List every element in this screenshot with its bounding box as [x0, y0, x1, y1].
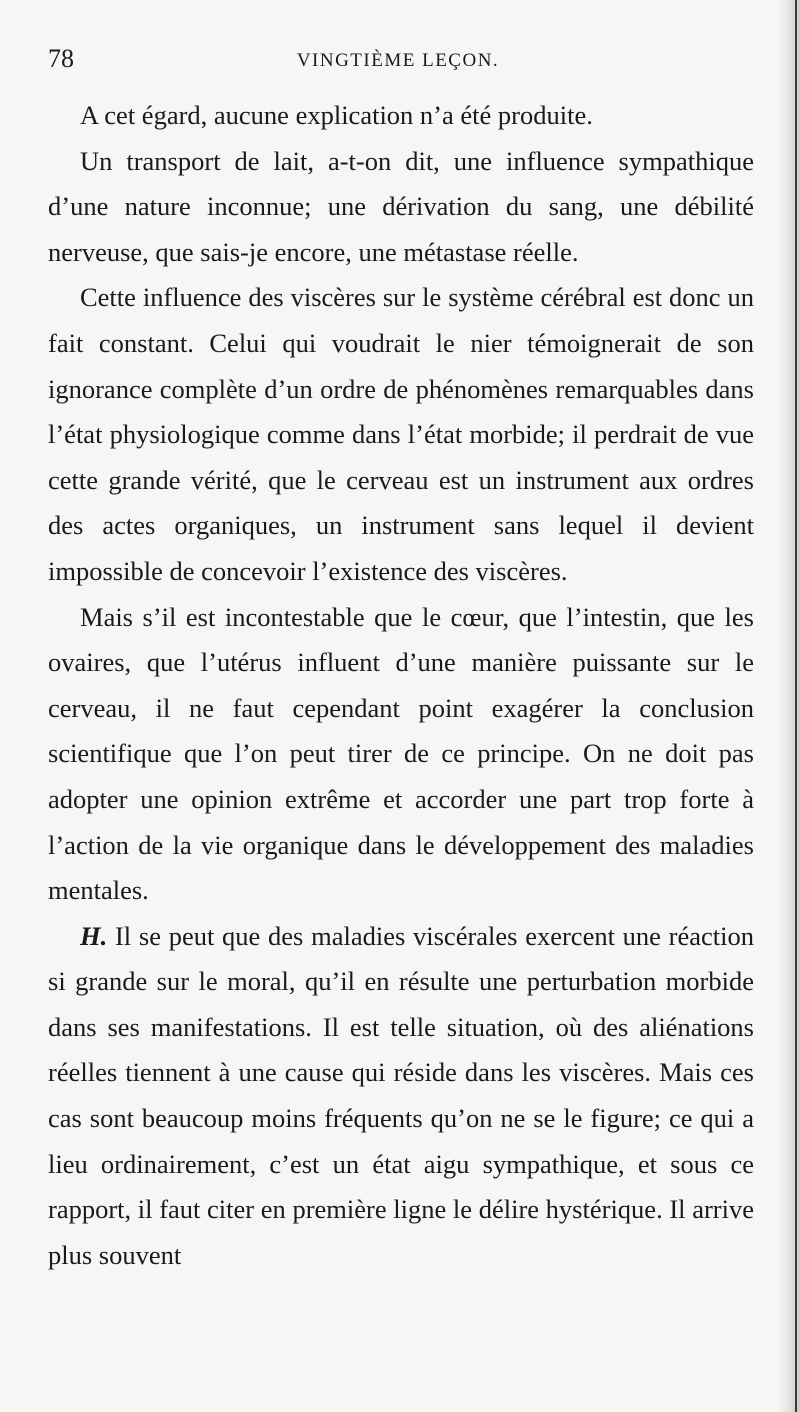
- page-edge-line: [795, 0, 797, 1412]
- paragraph-4-text: Mais s’il est incontestable que le cœur, que l’intestin, que les ovaires, que l’utérus influent d’une manière puissante sur le cerveau, il ne faut cependant point exagérer la conclusion scientifique que l’on peut tirer de ce principe. On ne doit pas adopter une opinion extrême et accorder une part trop forte à l’action de la vie organique dans le développement des maladies mentales.: [48, 601, 754, 906]
- body-text: [48, 93, 754, 1278]
- paragraph-3-text: Cette influence des viscères sur le système cérébral est donc un fait constant. Celui qui voudrait le nier témoignerait de son ignorance complète d’un ordre de phénomènes remarquables dans l’état physiologique comme dans l’état morbide; il perdrait de vue cette grande vérité, que le cerveau est un instrument aux ordres des actes organiques, un instrument sans lequel il devient impossible de concevoir l’existence des viscères.: [48, 282, 754, 586]
- section-marker: H.: [80, 920, 108, 951]
- paragraph-4: [48, 595, 754, 914]
- paragraph-2: [48, 139, 754, 276]
- paragraph-2-text: Un transport de lait, a-t-on dit, une influence sympathique d’une nature inconnue; une dérivation du sang, une débilité nerveuse, que sais-je encore, une métastase réelle.: [48, 145, 754, 267]
- paragraph-5-text: Il se peut que des maladies viscérales exercent une réaction si grande sur le moral, qu’il en résulte une perturbation morbide dans ses manifestations. Il est telle situation, où des aliénations réelles tiennent à une cause qui réside dans les viscères. Mais ces cas sont beaucoup moins fréquents qu’on ne se le figure; ce qui a lieu ordinairement, c’est un état aigu sympathique, et sous ce rapport, il faut citer en première ligne le délire hystérique. Il arrive plus souvent: [48, 920, 754, 1270]
- running-head: VINGTIÈME LEÇON.: [296, 50, 500, 71]
- paragraph-1-text: A cet égard, aucune explication n’a été produite.: [80, 100, 593, 130]
- paragraph-5: [48, 914, 754, 1279]
- paragraph-1: [48, 93, 754, 139]
- paragraph-3: [48, 275, 754, 594]
- page-header: [48, 42, 748, 76]
- page-number: 78: [48, 44, 74, 73]
